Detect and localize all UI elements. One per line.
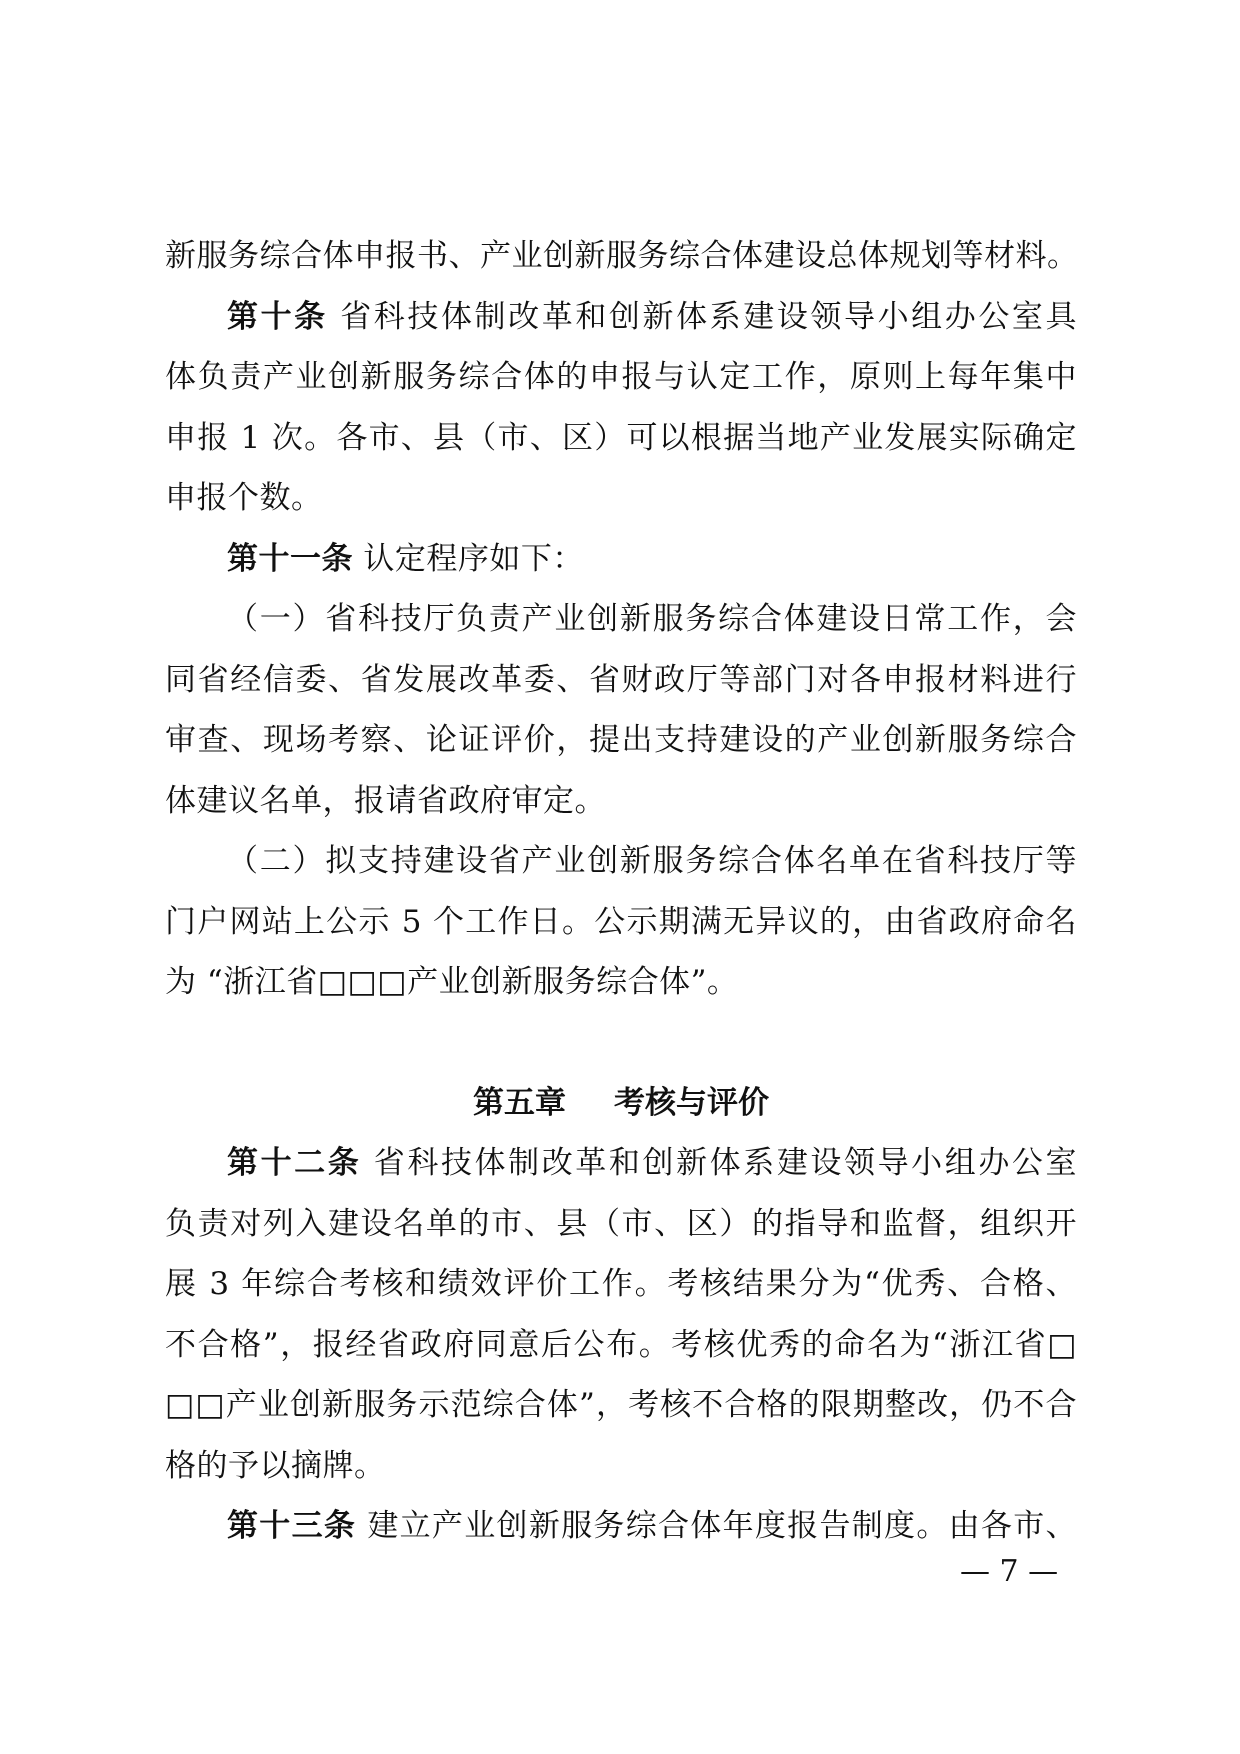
item-1-line-1: （一）省科技厅负责产业创新服务综合体建设日常工作，会 — [227, 601, 1077, 637]
page-number: — 7 — — [960, 1554, 1059, 1589]
text-line: 体负责产业创新服务综合体的申报与认定工作，原则上每年集中 — [165, 359, 1077, 395]
text-line: 展 3 年综合考核和绩效评价工作。考核结果分为“优秀、合格、 — [165, 1266, 1077, 1302]
article-12-text: 省科技体制改革和创新体系建设领导小组办公室 — [373, 1145, 1078, 1181]
text-line: 新服务综合体申报书、产业创新服务综合体建设总体规划等材料。 — [165, 238, 1079, 274]
text-line: 审查、现场考察、论证评价，提出支持建设的产业创新服务综合 — [165, 722, 1077, 758]
article-11-line-1 — [165, 529, 1077, 590]
text-line: □□产业创新服务示范综合体”，考核不合格的限期整改，仍不合 — [165, 1387, 1077, 1423]
article-13-text: 建立产业创新服务综合体年度报告制度。由各市、 — [367, 1508, 1078, 1544]
chapter-number: 第五章 — [473, 1084, 566, 1121]
item-2-line-1: （二）拟支持建设省产业创新服务综合体名单在省科技厅等 — [227, 843, 1077, 879]
text-line: 申报 1 次。各市、县（市、区）可以根据当地产业发展实际确定 — [165, 419, 1077, 456]
text-line: 负责对列入建设名单的市、县（市、区）的指导和监督，组织开 — [165, 1205, 1077, 1242]
article-10-line-1 — [165, 287, 1077, 348]
chapter-heading — [165, 1073, 1077, 1134]
text-line: 格的予以摘牌。 — [165, 1447, 386, 1484]
article-13-line-1 — [165, 1496, 1077, 1557]
text-line: 门户网站上公示 5 个工作日。公示期满无异议的，由省政府命名 — [165, 903, 1077, 940]
document-body — [165, 226, 1077, 1557]
text-line: 为 “浙江省□□□产业创新服务综合体”。 — [165, 964, 739, 1000]
article-12-title: 第十二条 — [227, 1145, 362, 1181]
text-line: 体建议名单，报请省政府审定。 — [165, 782, 606, 819]
article-11-title: 第十一条 — [227, 540, 353, 577]
text-line: 不合格”，报经省政府同意后公布。考核优秀的命名为“浙江省□ — [165, 1326, 1077, 1363]
article-10-title: 第十条 — [227, 298, 328, 335]
chapter-title: 考核与评价 — [614, 1084, 769, 1121]
section-gap — [165, 1013, 1077, 1073]
article-13-title: 第十三条 — [227, 1508, 357, 1544]
article-12-line-1 — [165, 1133, 1077, 1194]
article-10-text: 省科技体制改革和创新体系建设领导小组办公室具 — [340, 298, 1078, 335]
article-11-text: 认定程序如下： — [363, 540, 584, 577]
text-line: 同省经信委、省发展改革委、省财政厅等部门对各申报材料进行 — [165, 661, 1077, 698]
text-line: 申报个数。 — [165, 480, 323, 516]
